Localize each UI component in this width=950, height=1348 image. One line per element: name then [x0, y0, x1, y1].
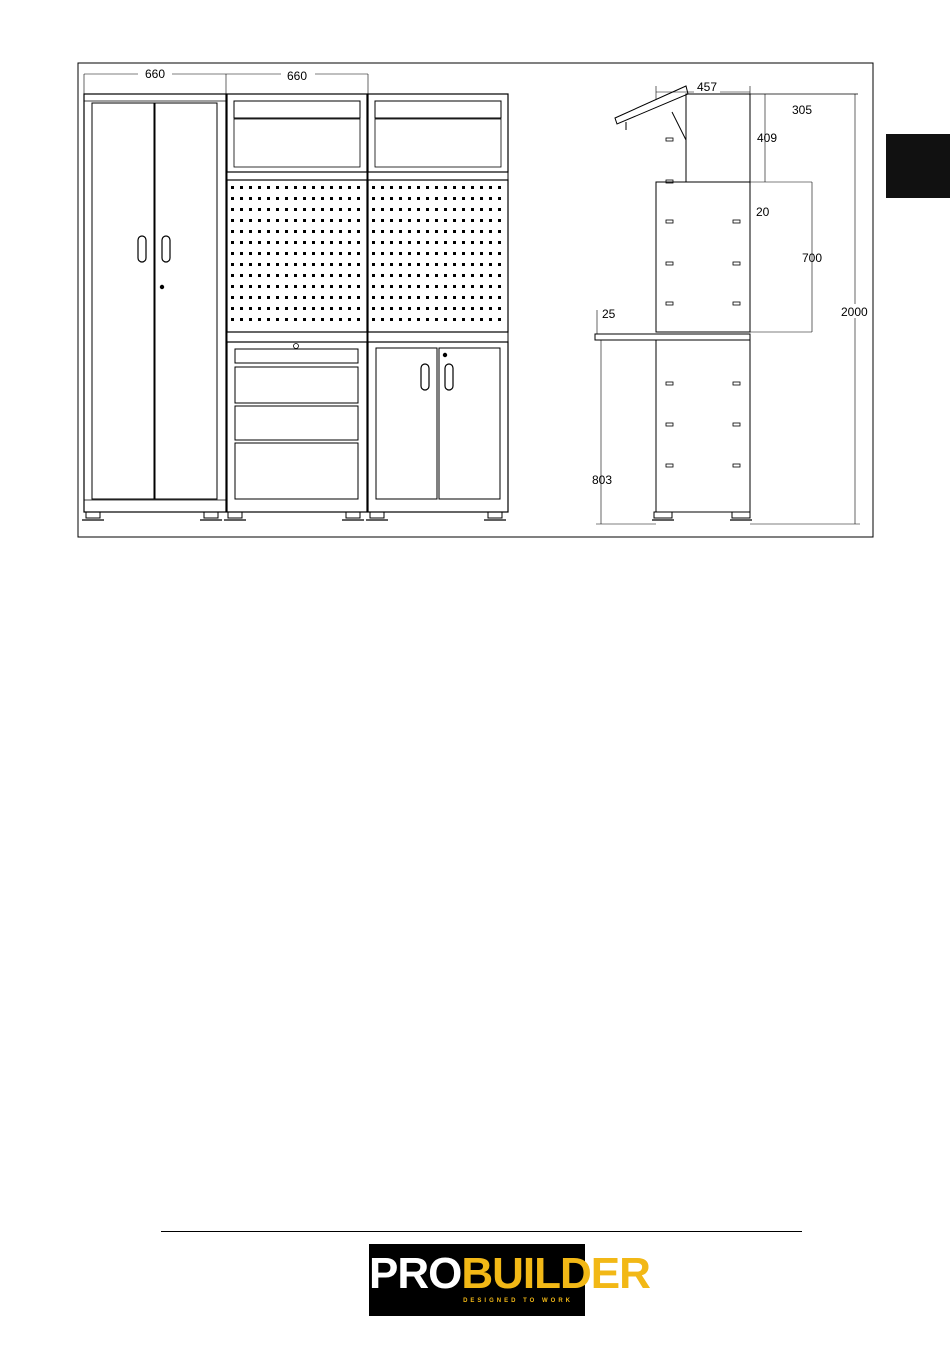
side-slots [666, 138, 740, 467]
pegboard-middle [231, 186, 360, 321]
dim-pegboard-height: 700 [802, 251, 823, 265]
footer-rule [161, 1231, 802, 1232]
logo-pro: PRO [369, 1249, 462, 1298]
handle-left [138, 236, 146, 262]
dim-gap: 20 [756, 205, 770, 219]
dim-worktop: 25 [602, 307, 616, 321]
logo-tagline: DESIGNED TO WORK [463, 1298, 573, 1304]
dim-width-middle: 660 [286, 69, 308, 83]
handle-right [162, 236, 170, 262]
logo-builder: BUILDER [461, 1249, 650, 1298]
dim-lid-depth: 305 [792, 103, 813, 117]
dim-top-height: 409 [757, 131, 778, 145]
tall-cabinet [82, 94, 226, 520]
front-view [82, 66, 508, 520]
lock-icon [160, 285, 164, 289]
side-view [592, 80, 870, 524]
logo-wordmark [369, 1249, 650, 1298]
dim-base-height: 803 [592, 473, 613, 487]
dim-total-height: 2000 [841, 305, 868, 319]
dim-width-left: 660 [144, 67, 166, 81]
probuilder-logo [369, 1244, 650, 1316]
section-tab [886, 134, 950, 198]
middle-column [224, 94, 367, 520]
technical-drawing [0, 0, 950, 560]
pegboard-right [372, 186, 501, 321]
right-column [366, 94, 508, 520]
dim-depth: 457 [696, 80, 718, 94]
